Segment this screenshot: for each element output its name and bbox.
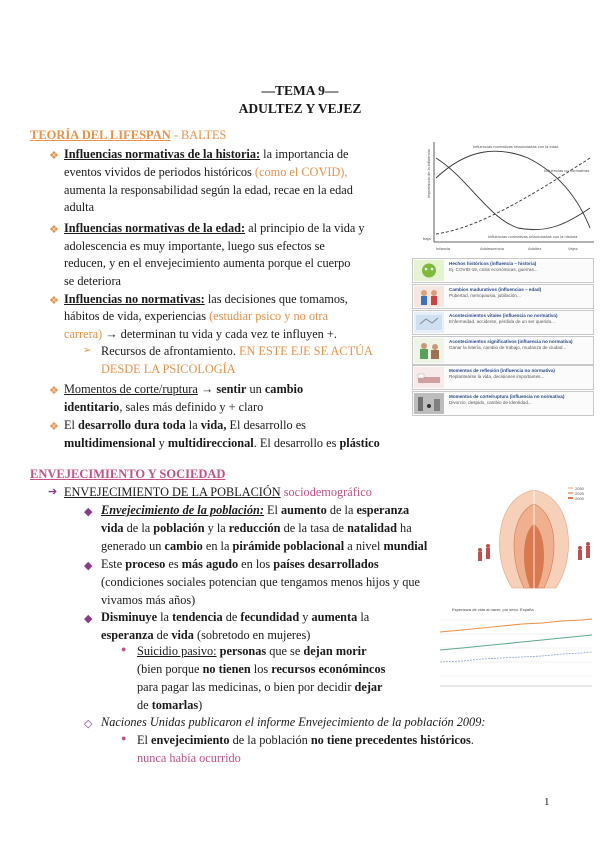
- section-heading-lifespan: [30, 127, 226, 145]
- envejecimiento-poblacion: ENVEJECIMIENTO DE LA POBLACIÓN sociodemográfico: [64, 485, 372, 499]
- page-title: ADULTEZ Y VEJEZ: [238, 101, 362, 116]
- diamond-bullet-icon: ❖: [49, 150, 59, 162]
- pyramid-legend-item: 2000: [575, 496, 584, 501]
- diamond-bullet-icon: ❖: [49, 224, 59, 236]
- bullet-edad-l2: adolescencia es muy importante, luego sus efectos se: [64, 239, 325, 253]
- life-expectancy-chart: [432, 604, 596, 696]
- diamond-solid-icon: ◆: [84, 506, 93, 518]
- graph-x-tick: Infancia: [436, 246, 451, 251]
- population-pyramid-figure: [472, 484, 596, 594]
- bullet-historia-l2: eventos vividos de periodos históricos (como el COVID),: [64, 165, 348, 179]
- item-naciones-unidas: Naciones Unidas publicaron el informe Envejecimiento de la población 2009:: [101, 715, 486, 729]
- graph-label-bottom: Influencias normativas relacionadas con la historia: [488, 234, 578, 239]
- series-women: [440, 619, 592, 632]
- item-proceso-l3: vivamos más años): [101, 593, 196, 607]
- chart-title: Esperanza de vida al nacer, por sexo. España: [452, 607, 534, 612]
- graph-label-right: Influencias no normativas: [544, 168, 590, 173]
- lifespan-influence-graph: [418, 138, 596, 258]
- item-proceso-l2: (condiciones sociales potencian que tengamos menos hijos y que: [101, 575, 420, 589]
- item-sin-precedentes-l2: nunca había ocurrido: [137, 751, 241, 765]
- diamond-outline-icon: ◇: [84, 718, 93, 730]
- dot-bullet-icon: ●: [121, 733, 127, 743]
- age-influence-curve: [436, 151, 590, 228]
- series-total: [440, 652, 592, 662]
- graph-y-low: baja: [423, 236, 431, 241]
- item-envejecimiento-l2: vida de la población y la reducción de la tasa de natalidad ha: [101, 521, 412, 535]
- section-heading-sociedad: ENVEJECIMIENTO Y SOCIEDAD: [30, 467, 226, 481]
- item-fecundidad: Disminuye la tendencia de fecundidad y aumenta la: [101, 610, 370, 624]
- virus-image: [414, 260, 444, 281]
- people-image: [414, 338, 444, 363]
- sub-recursos-l2: DESDE LA PSICOLOGÍA: [101, 362, 236, 376]
- bullet-no-normativas-l2: hábitos de vida, experiencias (estudiar psico y no otra: [64, 309, 328, 323]
- diamond-bullet-icon: ❖: [49, 295, 59, 307]
- item-fecundidad-l2: esperanza de vida (sobretodo en mujeres): [101, 628, 311, 642]
- panel-row-ruptura: Momentos de corte/ruptura (influencia no normativa) Divorcio, despido, cambio de identidad...: [412, 391, 594, 416]
- panel-row-significativos: Acontecimientos significativos (influencia no normativa) Ganar la lotería, cambio de trabajo, mudanza de ciudad...: [412, 336, 594, 365]
- graph-label-top: Influencias normativas relacionadas con la edad: [473, 144, 559, 149]
- item-envejecimiento-l3: generado un cambio en la pirámide poblacional a nivel mundial: [101, 539, 428, 553]
- panel-row-reflexion: Momentos de reflexión (influencia no normativa) Replantearse la vida, decisiones importantes...: [412, 365, 594, 390]
- diamond-bullet-icon: ❖: [49, 385, 59, 397]
- bullet-edad-l3: reducen, y en el envejecimiento aumenta porque el cuerpo: [64, 256, 351, 270]
- item-suicidio-l2: (bien porque no tienen los recursos económincos: [137, 662, 386, 676]
- bed-image: [414, 367, 444, 388]
- sub-recursos: Recursos de afrontamiento. EN ESTE EJE SE ACTÚA: [101, 344, 373, 358]
- graph-x-tick: Adolescencia: [480, 246, 504, 251]
- item-sin-precedentes: El envejecimiento de la población no tiene precedentes históricos.: [137, 733, 474, 747]
- page-number: 1: [544, 796, 550, 808]
- item-envejecimiento: Envejecimiento de la población: El aumento de la esperanza: [101, 503, 410, 517]
- bullet-historia-l4: adulta: [64, 200, 95, 214]
- bullet-edad: Influencias normativas de la edad: al principio de la vida y: [64, 221, 365, 235]
- bullet-edad-l4: se deteriora: [64, 274, 122, 288]
- arrow-bullet-icon: ➢: [83, 345, 92, 356]
- street-image: [414, 393, 444, 414]
- arrow-right-icon: ➔: [48, 486, 58, 498]
- bullet-ruptura: Momentos de corte/ruptura → sentir un cambio: [64, 382, 304, 396]
- bullet-historia-l3: aumenta la responsabilidad según la edad, recae en la edad: [64, 183, 353, 197]
- graph-y-label: Importancia de la influencia: [426, 149, 431, 198]
- bullet-no-normativas: Influencias no normativas: las decisiones que tomamos,: [64, 292, 348, 306]
- map-image: [414, 312, 444, 333]
- graph-x-tick: Adultez: [528, 246, 542, 251]
- item-suicidio-l4: de tomarlas): [137, 698, 203, 712]
- dot-bullet-icon: ●: [121, 644, 127, 654]
- item-suicidio: Suicidio pasivo: personas que se dejan morir: [137, 644, 367, 658]
- bullet-desarrollo-l2: multidimensional y multidireccional. El desarrollo es plástico: [64, 436, 380, 450]
- graph-x-tick: Vejez: [568, 246, 578, 251]
- diamond-solid-icon: ◆: [84, 560, 93, 572]
- item-proceso: Este proceso es más agudo en los países desarrollados: [101, 557, 379, 571]
- panel-row-vitales: Acontecimientos vitales (influencia no normativa) Enfermedad, accidente, pérdida de un ser querido...: [412, 310, 594, 335]
- children-image: [414, 286, 444, 307]
- tema-heading: —TEMA 9—: [261, 83, 339, 98]
- lifespan-author: - BALTES: [170, 128, 227, 142]
- diamond-solid-icon: ◆: [84, 613, 93, 625]
- bullet-no-normativas-l3: carrera) → determinan tu vida y cada vez te influyen +.: [64, 327, 337, 341]
- bullet-desarrollo: El desarrollo dura toda la vida, El desarrollo es: [64, 418, 306, 432]
- panel-row-historia: Hechos históricos (influencia – historia) Ej. COVID-19, crisis económicas, guerras...: [412, 258, 594, 283]
- lifespan-title: TEORÍA DEL LIFESPAN: [30, 128, 171, 142]
- pyramid-legend-item: 2025: [575, 491, 584, 496]
- item-suicidio-l3: para pagar las medicinas, o bien por decidir dejar: [137, 680, 383, 694]
- bullet-ruptura-l2: identitario, sales más definido y + claro: [64, 400, 264, 414]
- panel-row-edad: Cambios madurativos (influencias – edad) Pubertad, menopausia, jubilación...: [412, 284, 594, 309]
- pyramid-legend-item: 2050: [575, 486, 584, 491]
- diamond-bullet-icon: ❖: [49, 421, 59, 433]
- bullet-historia: Influencias normativas de la historia: la importancia de: [64, 147, 349, 161]
